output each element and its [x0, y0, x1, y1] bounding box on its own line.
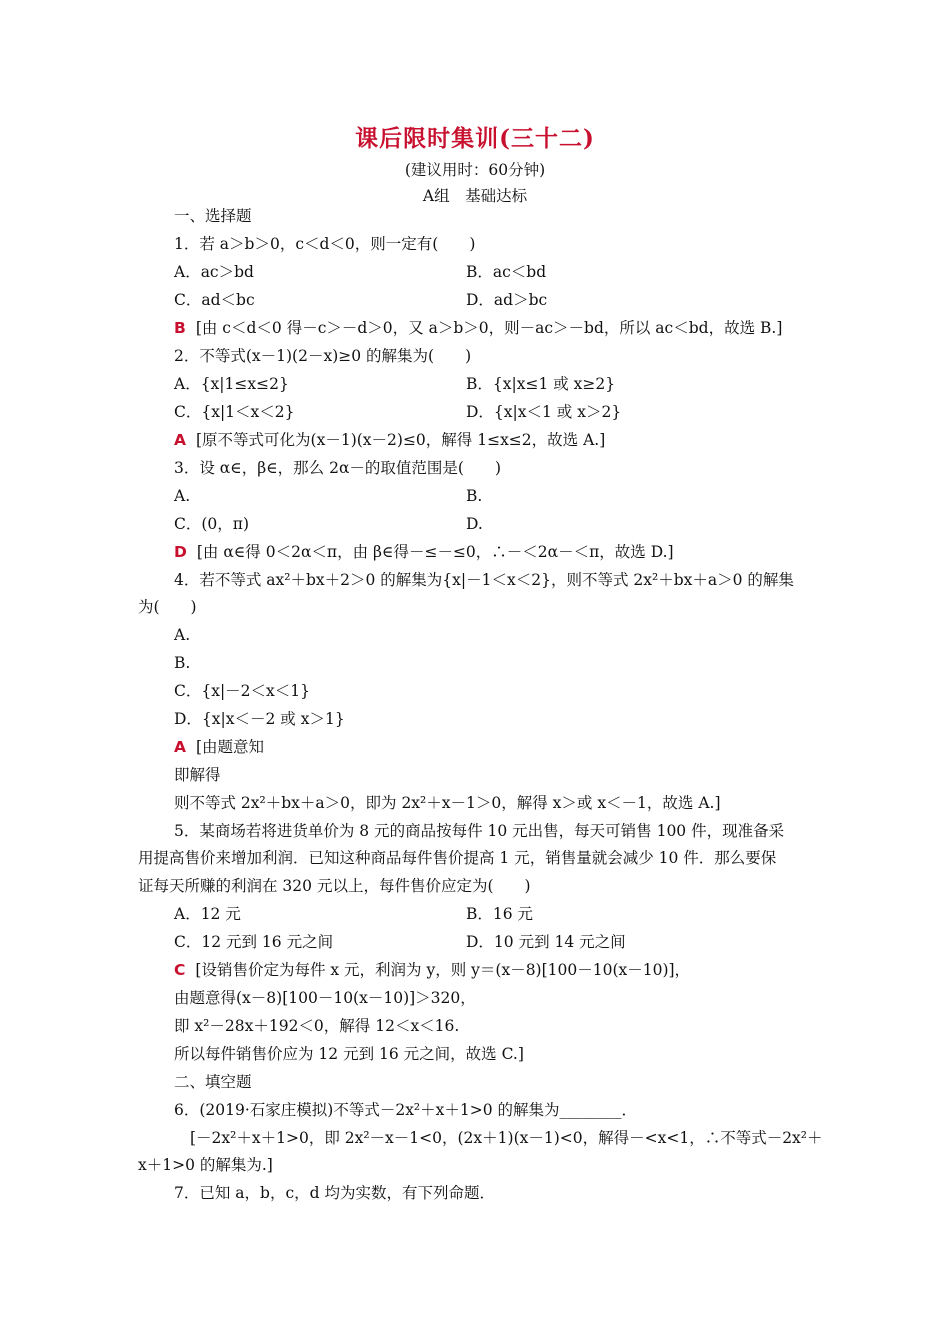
- question-5-explanation: [设销售价定为每件 x 元，利润为 y，则 y＝(x－8)[100－10(x－10)]，: [195, 961, 691, 979]
- question-5-explanation-line-2: 由题意得(x－8)[100－10(x－10)]＞320，: [174, 989, 476, 1007]
- question-4-stem-continued: 为( ): [138, 598, 197, 616]
- question-6-stem: 6．(2019·石家庄模拟)不等式－2x²＋x＋1>0 的解集为________．: [174, 1101, 638, 1119]
- question-3-option-d: D.: [466, 515, 483, 533]
- question-2-stem: 2．不等式(x－1)(2－x)≥0 的解集为( ): [174, 347, 472, 365]
- question-1-answer: B: [174, 319, 186, 337]
- question-2-option-b: B．{x|x≤1 或 x≥2}: [466, 375, 616, 393]
- question-5-answer: C: [174, 961, 186, 979]
- question-4-explanation-line-2: 即解得: [174, 766, 221, 784]
- question-5-option-b: B．16 元: [466, 905, 534, 923]
- question-1-option-a: A．ac＞bd: [174, 263, 254, 281]
- question-4-explanation: [由题意知: [196, 738, 265, 756]
- question-7-stem: 7．已知 a，b，c，d 均为实数，有下列命题．: [174, 1184, 495, 1202]
- question-3-solution: [174, 542, 674, 562]
- question-1-stem: 1．若 a＞b＞0，c＜d＜0，则一定有( ): [174, 235, 476, 253]
- question-3-answer: D: [174, 543, 187, 561]
- question-2-explanation: [原不等式可化为(x－1)(x－2)≤0，解得 1≤x≤2，故选 A.]: [196, 431, 606, 449]
- question-5-stem-line-3: 证每天所赚的利润在 320 元以上，每件售价应定为( ): [138, 877, 531, 895]
- question-1-explanation: [由 c＜d＜0 得－c＞－d＞0，又 a＞b＞0，则－ac＞－bd，所以 ac＜bd，故选 B.]: [195, 319, 783, 337]
- question-5-stem: 5．某商场若将进货单价为 8 元的商品按每件 10 元出售，每天可销售 100 件，现准备采: [174, 822, 785, 840]
- suggested-time: (建议用时：60分钟): [404, 161, 546, 179]
- question-4-stem: 4．若不等式 ax²＋bx＋2＞0 的解集为{x|－1＜x＜2}，则不等式 2x²＋bx＋a＞0 的解集: [174, 571, 794, 589]
- question-4-solution: [174, 737, 264, 757]
- question-6-explanation: [－2x²＋x＋1>0，即 2x²－x－1<0，(2x＋1)(x－1)<0，解得－<x<1，∴不等式－2x²＋: [190, 1129, 823, 1147]
- question-4-explanation-line-3: 则不等式 2x²＋bx＋a＞0，即为 2x²＋x－1＞0，解得 x＞或 x＜－1，故选 A.]: [174, 794, 721, 812]
- question-2-option-c: C．{x|1＜x＜2}: [174, 403, 295, 421]
- question-2-answer: A: [174, 431, 186, 449]
- question-3-option-b: B.: [466, 487, 483, 505]
- group-heading: A组 基础达标: [422, 187, 528, 205]
- question-2-option-d: D．{x|x＜1 或 x＞2}: [466, 403, 622, 421]
- page-title: 课后限时集训(三十二): [355, 125, 595, 152]
- question-5-solution: [174, 960, 690, 980]
- question-1-option-c: C．ad＜bc: [174, 291, 255, 309]
- question-1-option-b: B．ac＜bd: [466, 263, 547, 281]
- question-4-option-a: A.: [174, 626, 191, 644]
- question-3-explanation: [由 α∈得 0＜2α＜π，由 β∈得－≤－≤0，∴－＜2α－＜π，故选 D.]: [196, 543, 674, 561]
- section-heading-fill-in: 二、填空题: [174, 1073, 252, 1091]
- question-5-stem-line-2: 用提高售价来增加利润．已知这种商品每件售价提高 1 元，销售量就会减少 10 件．那么要保: [138, 849, 777, 867]
- question-3-stem: 3．设 α∈，β∈，那么 2α－的取值范围是( ): [174, 459, 502, 477]
- section-heading-choice: 一、选择题: [174, 207, 252, 225]
- question-3-option-c: C．(0，π): [174, 515, 250, 533]
- question-1-option-d: D．ad＞bc: [466, 291, 548, 309]
- question-4-option-b: B.: [174, 654, 191, 672]
- question-5-option-a: A．12 元: [174, 905, 241, 923]
- question-5-explanation-line-3: 即 x²－28x＋192＜0，解得 12＜x＜16.: [174, 1017, 460, 1035]
- question-3-option-a: A.: [174, 487, 191, 505]
- question-5-option-c: C．12 元到 16 元之间: [174, 933, 334, 951]
- question-1-solution: [174, 318, 782, 338]
- question-4-answer: A: [174, 738, 186, 756]
- question-5-explanation-line-4: 所以每件销售价应为 12 元到 16 元之间，故选 C.]: [174, 1045, 524, 1063]
- question-5-option-d: D．10 元到 14 元之间: [466, 933, 626, 951]
- question-4-option-c: C．{x|－2＜x＜1}: [174, 682, 311, 700]
- question-6-explanation-line-2: x＋1>0 的解集为.]: [138, 1156, 273, 1174]
- question-2-option-a: A．{x|1≤x≤2}: [174, 375, 289, 393]
- question-2-solution: [174, 430, 605, 450]
- question-4-option-d: D．{x|x＜－2 或 x＞1}: [174, 710, 345, 728]
